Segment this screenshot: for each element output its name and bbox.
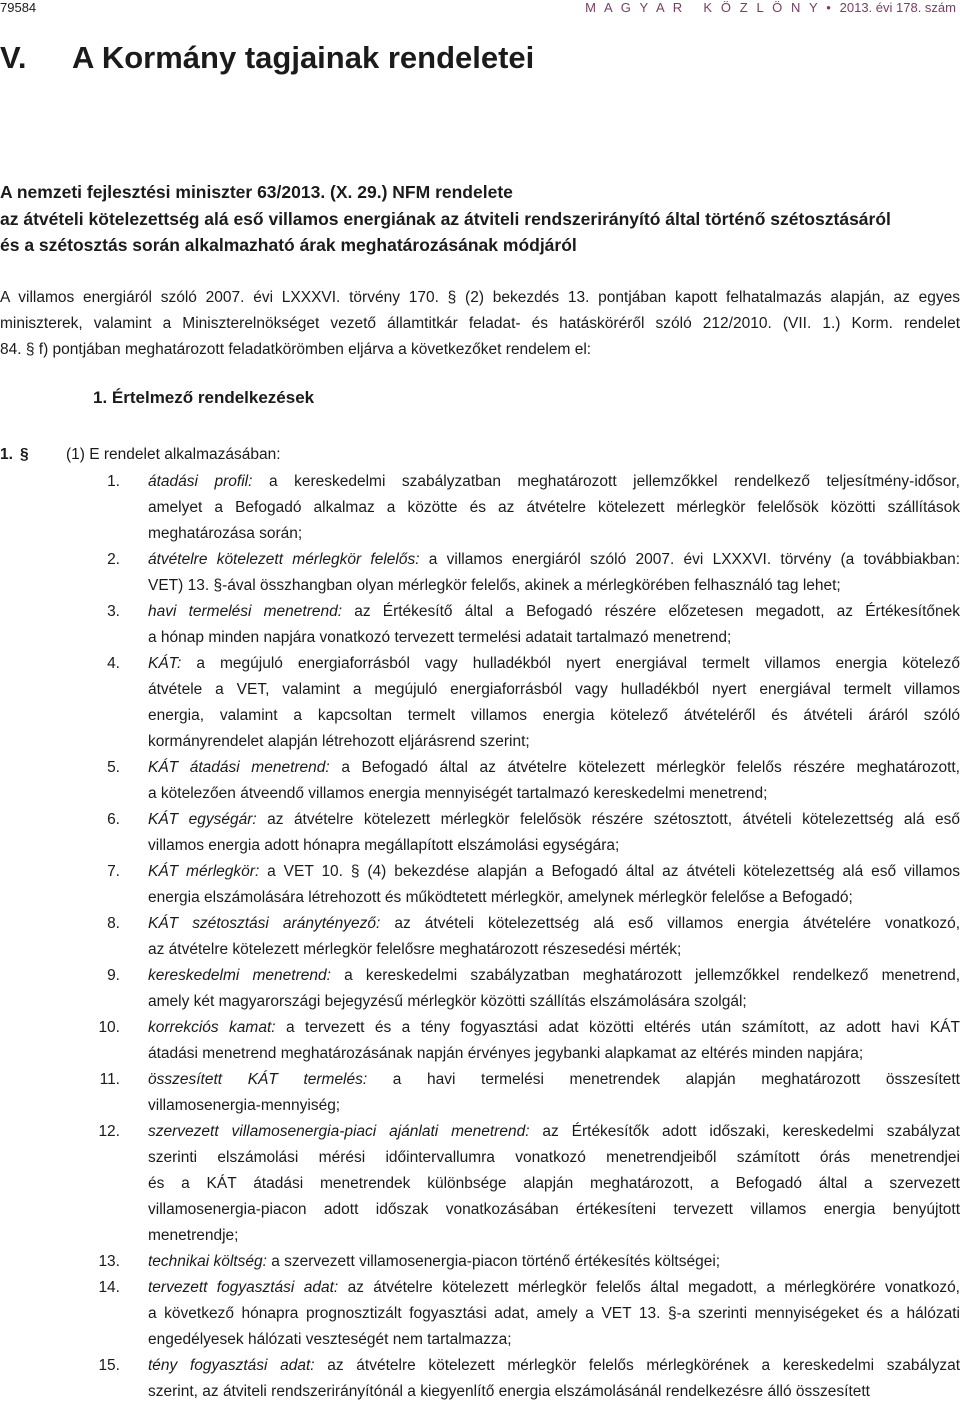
- definition-text: az Értékesítők adott időszaki, kereskedelmi szabályzat: [542, 1123, 960, 1140]
- definition-line: [148, 1379, 960, 1405]
- definition-line: [148, 729, 960, 755]
- definition-line: [148, 1223, 960, 1249]
- definition-term: KÁT szétosztási aránytényező:: [148, 915, 381, 932]
- definition-text: az átvételre kötelezett mérlegkör felelősök részére szétosztott, átvételi kötelezettség alá eső: [267, 811, 960, 828]
- running-header: [0, 0, 960, 16]
- definition-number: 7.: [107, 863, 120, 880]
- definition-number: 11.: [99, 1071, 120, 1088]
- definition-text: VET) 13. §-ával összhangban olyan mérlegkör felelős, akinek a mérlegkörében felhasználó tag lehet;: [148, 577, 841, 594]
- paragraph-intro: (1) E rendelet alkalmazásában:: [66, 446, 281, 463]
- definition-text: szerinti elszámolási mérési időintervallumra vonatkozó menetrendjeiből számított órás menetrendjei: [148, 1149, 960, 1166]
- definition-line: [148, 1119, 960, 1145]
- definition-item: [0, 1067, 960, 1119]
- definition-term: átvételre kötelezett mérlegkör felelős:: [148, 551, 420, 568]
- definition-text: villamos energia adott hónapra megállapított elszámolási egységára;: [148, 837, 620, 854]
- definition-text: az átvételi kötelezettség alá eső villamos energia átvételére vonatkozó,: [394, 915, 960, 932]
- definition-text: a VET 10. § (4) bekezdése alapján a Befogadó által az átvételi kötelezettség alá eső villamos: [267, 863, 960, 880]
- definition-item: [0, 963, 960, 1015]
- definition-text: a kötelezően átveendő villamos energia mennyiségét tartalmazó kereskedelmi menetrend;: [148, 785, 768, 802]
- definition-line: [148, 469, 960, 495]
- definition-text: az átvételre kötelezett mérlegkör felelős által megadott, a mérlegkörére vonatkozó,: [347, 1279, 960, 1296]
- definition-number: 3.: [107, 603, 120, 620]
- definition-item: [0, 859, 960, 911]
- preamble-line: A villamos energiáról szóló 2007. évi LXXXVI. törvény 170. § (2) bekezdés 13. pontjában kapott felhatalmazás alapján, az egyes: [0, 289, 960, 306]
- definition-term: technikai költség:: [148, 1253, 267, 1270]
- definition-text: a következő hónapra prognosztizált fogyasztási adat, amely a VET 13. §-a szerinti mennyiségeket és a hálózati: [148, 1305, 960, 1322]
- definition-item: [0, 1249, 960, 1275]
- section-title: A Kormány tagjainak rendeletei: [72, 40, 535, 75]
- definition-text: a havi termelési menetrendek alapján meghatározott összesített: [392, 1071, 960, 1088]
- definition-line: [148, 911, 960, 937]
- definition-text: a szervezett villamosenergia-piacon történő értékesítés költségei;: [271, 1253, 721, 1270]
- definition-line: [148, 1249, 960, 1275]
- definition-line: [148, 1353, 960, 1379]
- definition-number: 8.: [107, 915, 120, 932]
- definition-line: [148, 703, 960, 729]
- definition-text: az Értékesítő által a Befogadó részére előzetesen megadott, az Értékesítőnek: [354, 603, 960, 620]
- definition-number: 4.: [107, 655, 120, 672]
- definition-line: [148, 599, 960, 625]
- definition-number: 2.: [107, 551, 120, 568]
- definition-line: [148, 651, 960, 677]
- definition-line: [148, 1067, 960, 1093]
- definition-line: [148, 625, 960, 651]
- definition-text: a tervezett és a tény fogyasztási adat közötti eltérés után számított, az adott havi KÁT: [285, 1019, 960, 1036]
- definition-text: a kereskedelmi szabályzatban meghatározott jellemzőkkel rendelkező menetrend,: [344, 967, 960, 984]
- page-number: 79584: [0, 0, 37, 15]
- definition-text: amely két magyarországi bejegyzésű mérlegkör közötti szállítás elszámolására szolgál;: [148, 993, 747, 1010]
- gazette-title: M A G Y A R K Ö Z L Ö N Y: [585, 0, 821, 15]
- definition-item: [0, 1119, 960, 1249]
- definition-number: 10.: [98, 1019, 120, 1036]
- definition-text: energia, valamint a kapcsoltan termelt villamos energia kötelező átvételéről és átvételi áráról szóló: [148, 707, 960, 724]
- definition-text: meghatározása során;: [148, 525, 303, 542]
- decree-title-line: A nemzeti fejlesztési miniszter 63/2013. (X. 29.) NFM rendelete: [0, 182, 513, 202]
- definition-number: 9.: [107, 967, 120, 984]
- definition-term: KÁT átadási menetrend:: [148, 759, 330, 776]
- definition-text: amelyet a Befogadó alkalmaz a közötte és az átvételre kötelezett mérlegkör felelősök közötti szállítások: [148, 499, 960, 516]
- definition-line: [148, 807, 960, 833]
- definition-number: 5.: [107, 759, 120, 776]
- definition-line: [148, 1301, 960, 1327]
- definition-term: korrekciós kamat:: [148, 1019, 276, 1036]
- definition-line: [148, 859, 960, 885]
- definition-item: [0, 807, 960, 859]
- preamble: [0, 285, 960, 363]
- definition-line: [148, 1197, 960, 1223]
- definition-line: [148, 1041, 960, 1067]
- definition-text: és a KÁT átadási menetrendek különbsége alapján meghatározott, a Befogadó által a szervezett: [148, 1175, 960, 1192]
- definition-term: KÁT egységár:: [148, 811, 257, 828]
- preamble-line: miniszterek, valamint a Miniszterelnökséget vezető államtitkár feladat- és hatásköréről szóló 212/2010. (VII. 1.) Korm. rendelet: [0, 315, 960, 332]
- definition-term: átadási profil:: [148, 473, 253, 490]
- definition-text: a villamos energiáról szóló 2007. évi LXXXVI. törvény (a továbbiakban:: [428, 551, 960, 568]
- definition-line: [148, 1093, 960, 1119]
- definition-line: [148, 885, 960, 911]
- definition-number: 12.: [98, 1123, 120, 1140]
- definition-text: energia elszámolására létrehozott és működtetett mérlegkör, amelynek mérlegkör felelőse a Befogadó;: [148, 889, 853, 906]
- definition-text: engedélyesek hálózati veszteségét nem tartalmazza;: [148, 1331, 512, 1348]
- definition-text: villamosenergia-mennyiség;: [148, 1097, 341, 1114]
- definition-line: [148, 989, 960, 1015]
- definition-text: a kereskedelmi szabályzatban meghatározott jellemzőkkel rendelkező teljesítmény-idősor,: [268, 473, 960, 490]
- definition-line: [148, 521, 960, 547]
- definition-item: [0, 651, 960, 755]
- definition-item: [0, 547, 960, 599]
- definition-line: [148, 1171, 960, 1197]
- definition-line: [148, 937, 960, 963]
- definition-number: 14.: [98, 1279, 120, 1296]
- definition-line: [148, 677, 960, 703]
- definition-term: összesített KÁT termelés:: [148, 1071, 368, 1088]
- definition-text: a megújuló energiaforrásból vagy hulladékból nyert energiával termelt villamos energia kötelező: [196, 655, 960, 672]
- definition-term: havi termelési menetrend:: [148, 603, 343, 620]
- definition-number: 1.: [107, 473, 120, 490]
- definition-number: 15.: [98, 1357, 120, 1374]
- definition-term: tény fogyasztási adat:: [148, 1357, 315, 1374]
- decree-title-line: az átvételi kötelezettség alá eső villamos energiának az átviteli rendszerirányító által történő szétosztásáról: [0, 208, 891, 229]
- article-number: 1.: [0, 446, 13, 463]
- definition-text: az átvételre kötelezett mérlegkör felelős mérlegkörének a kereskedelmi szabályzat: [327, 1357, 960, 1374]
- definition-number: 6.: [107, 811, 120, 828]
- definition-text: az átvételre kötelezett mérlegkör felelősre meghatározott részesedési mérték;: [148, 941, 682, 958]
- definition-text: kormányrendelet alapján létrehozott eljárásrend szerint;: [148, 733, 530, 750]
- definition-item: [0, 599, 960, 651]
- decree-title: [0, 179, 960, 259]
- definition-text: menetrendje;: [148, 1227, 239, 1244]
- definition-text: a hónap minden napjára vonatkozó tervezett termelési adatait tartalmazó menetrend;: [148, 629, 732, 646]
- definition-line: [148, 1015, 960, 1041]
- definition-line: [148, 1327, 960, 1353]
- definition-term: tervezett fogyasztási adat:: [148, 1279, 339, 1296]
- definition-item: [0, 1275, 960, 1353]
- definition-term: KÁT mérlegkör:: [148, 863, 260, 880]
- definition-line: [148, 495, 960, 521]
- definition-text: szerint, az átviteli rendszerirányítónál a kiegyenlítő energia elszámolásánál rendelkezésre álló összesített: [148, 1383, 870, 1400]
- definition-text: átadási menetrend meghatározásának napján érvényes jegybanki alapkamat az eltérés minden napjára;: [148, 1045, 864, 1062]
- definition-number: 13.: [98, 1253, 120, 1270]
- definition-line: [148, 963, 960, 989]
- gazette-name: [585, 0, 956, 15]
- definition-line: [148, 1145, 960, 1171]
- definition-text: villamosenergia-piacon adott időszak vonatkozásában értékesíteni tervezett villamos energia benyújtott: [148, 1201, 960, 1218]
- definition-line: [148, 1275, 960, 1301]
- definition-item: [0, 911, 960, 963]
- definition-line: [148, 573, 960, 599]
- definition-term: szervezett villamosenergia-piaci ajánlati menetrend:: [148, 1123, 530, 1140]
- decree-title-line: és a szétosztás során alkalmazható árak meghatározásának módjáról: [0, 235, 577, 255]
- definition-item: [0, 1353, 960, 1405]
- definition-item: [0, 1015, 960, 1067]
- definition-line: [148, 755, 960, 781]
- definition-text: átvétele a VET, valamint a megújuló energiaforrásból vagy hulladékból nyert energiával termelt villamos: [148, 681, 960, 698]
- issue-label: 2013. évi 178. szám: [839, 0, 956, 15]
- definition-line: [148, 547, 960, 573]
- definition-item: [0, 469, 960, 547]
- definition-text: a Befogadó által az átvételre kötelezett mérlegkör felelős részére meghatározott,: [341, 759, 960, 776]
- definition-item: [0, 755, 960, 807]
- definition-term: kereskedelmi menetrend:: [148, 967, 331, 984]
- definition-line: [148, 781, 960, 807]
- section-heading: [0, 40, 534, 76]
- definition-list: [0, 469, 960, 1405]
- header-bullet: •: [826, 0, 834, 15]
- definition-term: KÁT:: [148, 655, 182, 672]
- section-symbol: §: [20, 446, 29, 463]
- chapter-heading: 1. Értelmező rendelkezések: [93, 388, 315, 407]
- definition-line: [148, 833, 960, 859]
- section-number: V.: [0, 40, 27, 75]
- preamble-line: 84. § f) pontjában meghatározott feladatkörömben eljárva a következőket rendelem el:: [0, 341, 592, 358]
